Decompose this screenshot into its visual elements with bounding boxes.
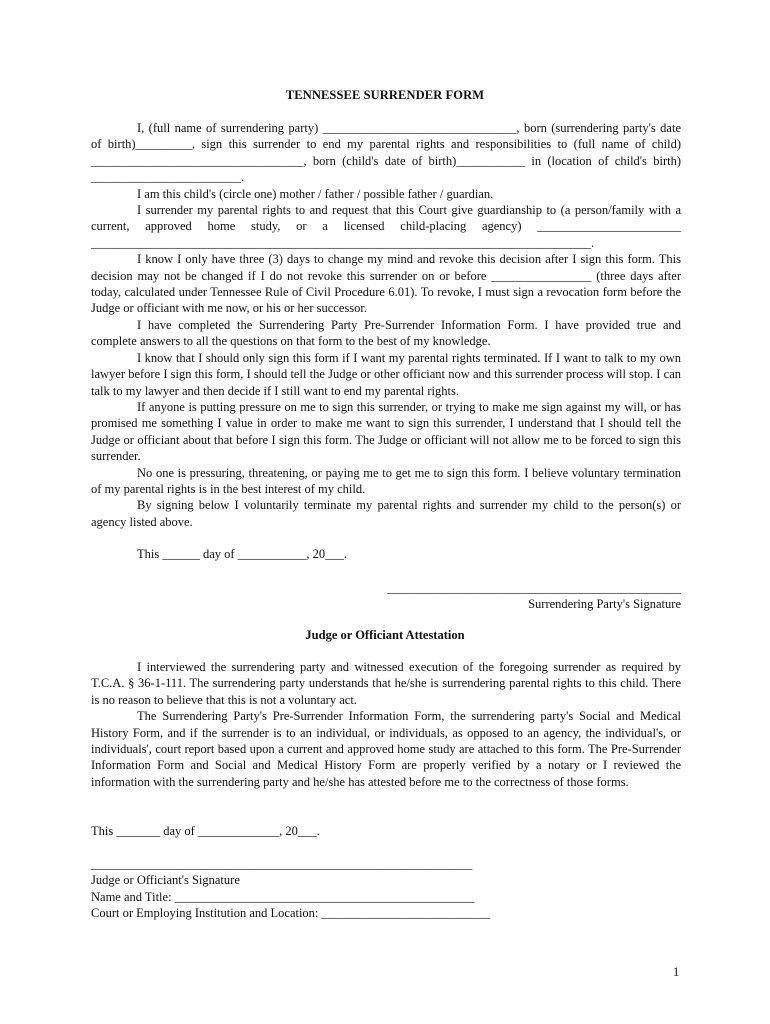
surrender-signature-line: _______________________________________________: [387, 581, 681, 595]
surrender-signature-label: Surrendering Party's Signature: [528, 597, 681, 611]
paragraph-pressure: If anyone is putting pressure on me to sign this surrender, or trying to make me sign against my will, or has promised me something I value in order to make me want to sign this surrender, I understand that I should tell the Judge or officiant about that before I sign this form. The Judge or officiant will not allow me to be forced to sign this surrender.: [91, 399, 681, 464]
date-line-text: This ______ day of ___________, 20___.: [137, 547, 348, 561]
form-title: TENNESSEE SURRENDER FORM: [285, 88, 485, 102]
paragraph-signing: By signing below I voluntarily terminate my parental rights and surrender my child to the person(s) or agency listed above.: [91, 498, 681, 529]
paragraph-revocation: I know I only have three (3) days to change my mind and revoke this decision after I sign this form. This decision may not be changed if I do not revoke this surrender on or before ________________ (three days after today, calculated under Tennessee Rule of Civil Procedure 6.01). To revoke, I must sign a revocation form before the Judge or officiant with me now, or his or her successor.: [91, 252, 681, 316]
paragraph-relationship: I am this child's (circle one) mother / father / possible father / guardian.: [137, 186, 494, 201]
name-title-field: Name and Title: ________________________________________________: [91, 890, 475, 904]
date-line-attestation: [91, 823, 681, 839]
paragraph-guardianship: I surrender my parental rights to and request that this Court give guardianship to (a person/family with a current, approved home study, or a licensed child-placing agency) _______________________ ________________________________________________________________________________.: [91, 203, 681, 250]
attestation-heading: Judge or Officiant Attestation: [305, 628, 465, 642]
judge-signature-line: _____________________________________________________________: [91, 857, 473, 871]
paragraph-interview: I interviewed the surrendering party and witnessed execution of the foregoing surrender as required by T.C.A. § 36-1-111. The surrendering party understands that he/she is surrendering parental rights to this child. There is no reason to believe that this is not a voluntary act.: [91, 660, 681, 707]
date-line-text-2: This _______ day of _____________, 20___.: [91, 824, 320, 838]
paragraph-identity: I, (full name of surrendering party) _______________________________, born (surrendering party's date of birth)_________, sign this surrender to end my parental rights and responsibilities to (full name of child) __________________________________, born (child's date of birth)___________ in (location of child's birth) ________________________.: [91, 121, 681, 185]
court-location-field: Court or Employing Institution and Location: ___________________________: [91, 906, 491, 920]
paragraph-pre-surrender-form: I have completed the Surrendering Party Pre-Surrender Information Form. I have provided true and complete answers to all the questions on that form to the best of my knowledge.: [91, 317, 681, 349]
attestation-statement: [91, 659, 681, 790]
paragraph-voluntary: No one is pressuring, threatening, or paying me to get me to sign this form. I believe voluntary termination of my parental rights is in the best interest of my child.: [91, 465, 681, 496]
judge-signature-label: Judge or Officiant's Signature: [91, 873, 240, 887]
paragraph-lawyer: I know that I should only sign this form if I want my parental rights terminated. If I want to talk to my own lawyer before I sign this form, I should tell the Judge or other officiant now and this surrender process will stop. I can talk to my lawyer and then decide if I still want to end my parental rights.: [91, 350, 681, 398]
page-number: 1: [673, 965, 680, 979]
paragraph-attachments: The Surrendering Party's Pre-Surrender Information Form, the surrendering party's Social and Medical History Form, and if the surrender is to an individual, or individuals, as opposed to an agency, the individual's, or individuals', court report based upon a current and approved home study are attached to this form. The Pre-Surrender Information Form and Social and Medical History Form are properly verified by a notary or I reviewed the information with the surrendering party and he/she has attested before me to the correctness of those forms.: [91, 709, 681, 789]
surrender-statement: [91, 120, 681, 530]
date-line-surrender: [91, 546, 681, 562]
